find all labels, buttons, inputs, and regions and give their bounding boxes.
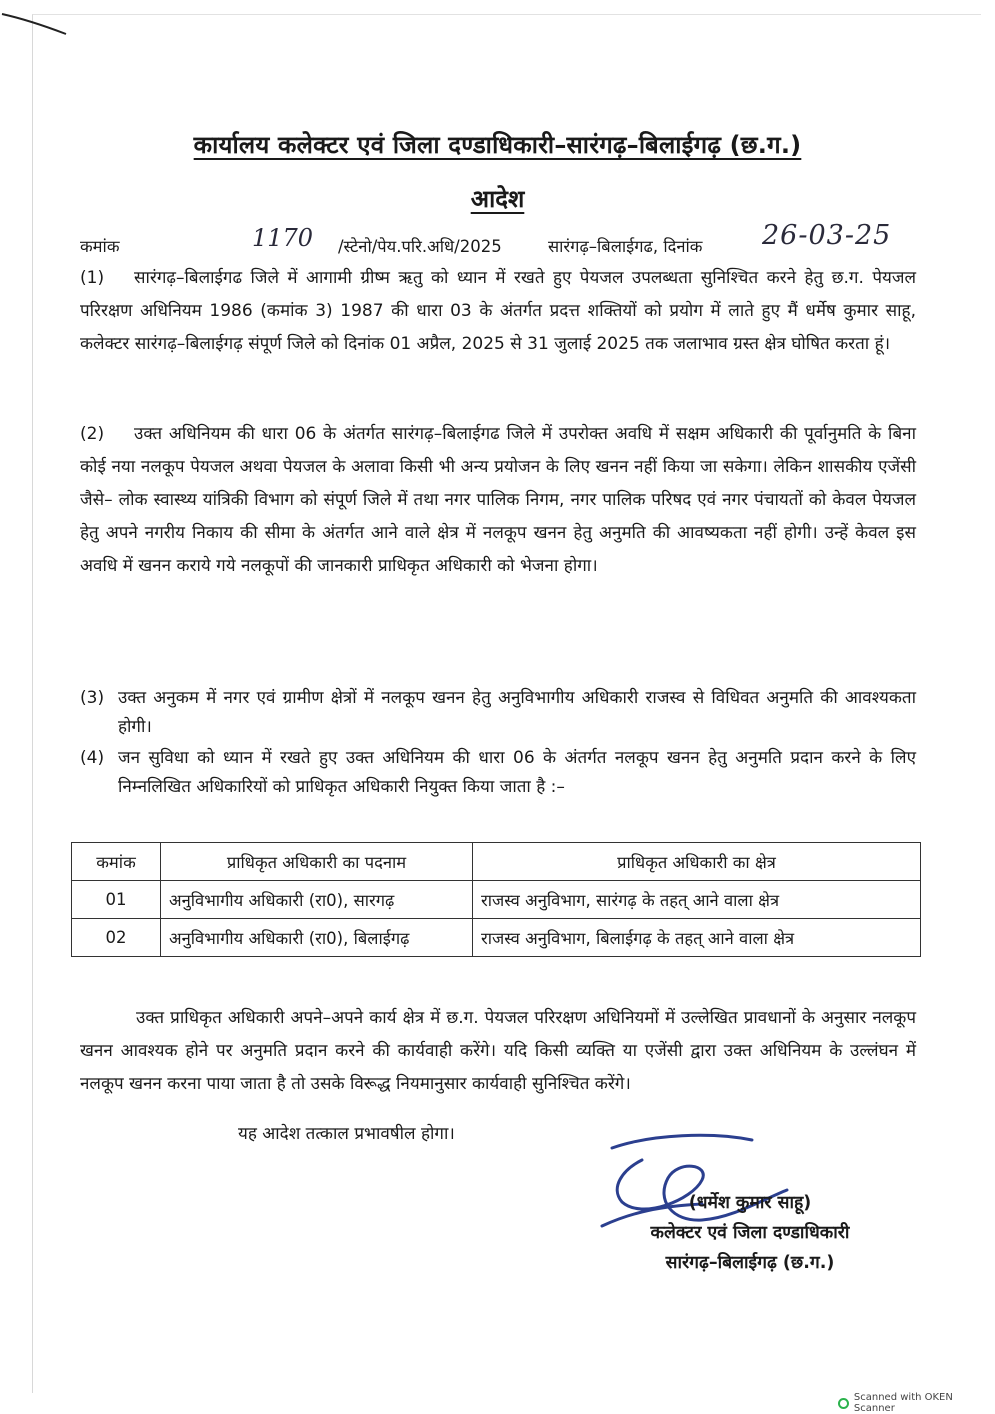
table-cell-serial: 02 xyxy=(72,919,161,957)
authorized-officers-table xyxy=(71,842,921,957)
paragraph-4 xyxy=(80,744,916,802)
table-header-row xyxy=(72,843,921,881)
paragraph-number: (3) xyxy=(80,688,105,708)
table-row xyxy=(72,881,921,919)
table-header-serial: कमांक xyxy=(72,843,161,881)
reference-suffix: /स्टेनो/पेय.परि.अधि/2025 xyxy=(338,237,502,256)
table-cell-area: राजस्व अनुविभाग, सारंगढ़ के तहत् आने वाला क्षेत्र xyxy=(473,881,921,919)
paragraph-2 xyxy=(80,418,916,583)
table-header-area: प्राधिकृत अधिकारी का क्षेत्र xyxy=(473,843,921,881)
paragraph-text: जन सुविधा को ध्यान में रखते हुए उक्त अधिनियम की धारा 06 के अंतर्गत नलकूप खनन हेतु अनुमति प्रदान करने के लिए निम्नलिखित अधिकारियों को प्राधिकृत अधिकारी नियुक्त किया जाता है :– xyxy=(118,748,916,797)
effect-statement: यह आदेश तत्काल प्रभावषील होगा। xyxy=(238,1124,455,1144)
signatory-block xyxy=(590,1188,910,1278)
table-cell-designation: अनुविभागीय अधिकारी (रा0), बिलाईगढ़ xyxy=(161,919,473,957)
scanner-watermark xyxy=(838,1392,995,1414)
paragraph-text: सारंगढ़–बिलाईगढ जिले में आगामी ग्रीष्म ऋतु को ध्यान में रखते हुए पेयजल उपलब्धता सुनिश्चित करने हेतु छ.ग. पेयजल परिरक्षण अधिनियम 1986 (कमांक 3) 1987 की धारा 03 के अंतर्गत प्रदत्त शक्तियों को प्रयोग में लाते हुए मैं धर्मेष कुमार साहू, कलेक्टर सारंगढ़–बिलाईगढ़ संपूर्ण जिले को दिनांक 01 अप्रैल, 2025 से 31 जुलाई 2025 तक जलाभाव ग्रस्त क्षेत्र घोषित करता हूं। xyxy=(80,268,916,354)
scanner-logo-icon xyxy=(838,1398,849,1409)
scanner-text: Scanned with OKEN Scanner xyxy=(853,1392,953,1414)
paragraph-number: (1) xyxy=(80,268,105,288)
paragraph-3 xyxy=(80,684,916,742)
reference-label: कमांक xyxy=(80,237,120,256)
paragraph-number: (4) xyxy=(80,748,105,768)
table-cell-serial: 01 xyxy=(72,881,161,919)
place-date-label: सारंगढ़–बिलाईगढ, दिनांक xyxy=(548,237,703,256)
reference-number-handwritten: 1170 xyxy=(252,224,314,252)
signatory-name: (धर्मेश कुमार साहू) xyxy=(688,1193,812,1213)
office-title: कार्यालय कलेक्टर एवं जिला दण्डाधिकारी–सारंगढ़–बिलाईगढ़ (छ.ग.) xyxy=(193,131,802,159)
paragraph-1 xyxy=(80,262,916,361)
signatory-location: सारंगढ़–बिलाईगढ़ (छ.ग.) xyxy=(665,1253,835,1273)
paragraph-text: उक्त अनुकम में नगर एवं ग्रामीण क्षेत्रों में नलकूप खनन हेतु अनुविभागीय अधिकारी राजस्व से विधिवत अनुमति की आवश्यकता होगी। xyxy=(118,688,916,737)
reference-line xyxy=(80,220,920,262)
paragraph-number: (2) xyxy=(80,424,105,444)
order-title: आदेश xyxy=(470,185,525,213)
corner-scratch-mark xyxy=(0,0,80,40)
table-cell-designation: अनुविभागीय अधिकारी (रा0), सारगढ़ xyxy=(161,881,473,919)
table-header-designation: प्राधिकृत अधिकारी का पदनाम xyxy=(161,843,473,881)
date-handwritten: 26-03-25 xyxy=(762,220,892,251)
table-row xyxy=(72,919,921,957)
signatory-designation: कलेक्टर एवं जिला दण्डाधिकारी xyxy=(650,1223,850,1243)
closing-paragraph: उक्त प्राधिकृत अधिकारी अपने–अपने कार्य क्षेत्र में छ.ग. पेयजल परिरक्षण अधिनियमों में उल्लेखित प्रावधानों के अनुसार नलकूप खनन आवश्यक होने पर अनुमति प्रदान करने की कार्यवाही करेंगे। यदि किसी व्यक्ति या एजेंसी द्वारा उक्त अधिनियम के उल्लंघन में नलकूप खनन करना पाया जाता है तो उसके विरूद्ध नियमानुसार कार्यवाही सुनिश्चित करेंगे। xyxy=(80,1008,917,1094)
paragraph-text: उक्त अधिनियम की धारा 06 के अंतर्गत सारंगढ़–बिलाईगढ जिले में उपरोक्त अवधि में सक्षम अधिकारी की पूर्वानुमति के बिना कोई नया नलकूप पेयजल अथवा पेयजल के अलावा किसी भी अन्य प्रयोजन के लिए खनन नहीं किया जा सकेगा। लेकिन शासकीय एजेंसी जैसे– लोक स्वास्थ्य यांत्रिकी विभाग को संपूर्ण जिले में तथा नगर पालिक निगम, नगर पालिक परिषद एवं नगर पंचायतों को केवल पेयजल हेतु अपने नगरीय निकाय की सीमा के अंतर्गत आने वाले क्षेत्र में नलकूप खनन हेतु अनुमति की आवष्यकता नहीं होगी। उन्हें केवल इस अवधि में खनन कराये गये नलकूपों की जानकारी प्राधिकृत अधिकारी को भेजना होगा। xyxy=(80,424,916,576)
table-cell-area: राजस्व अनुविभाग, बिलाईगढ़ के तहत् आने वाला क्षेत्र xyxy=(473,919,921,957)
